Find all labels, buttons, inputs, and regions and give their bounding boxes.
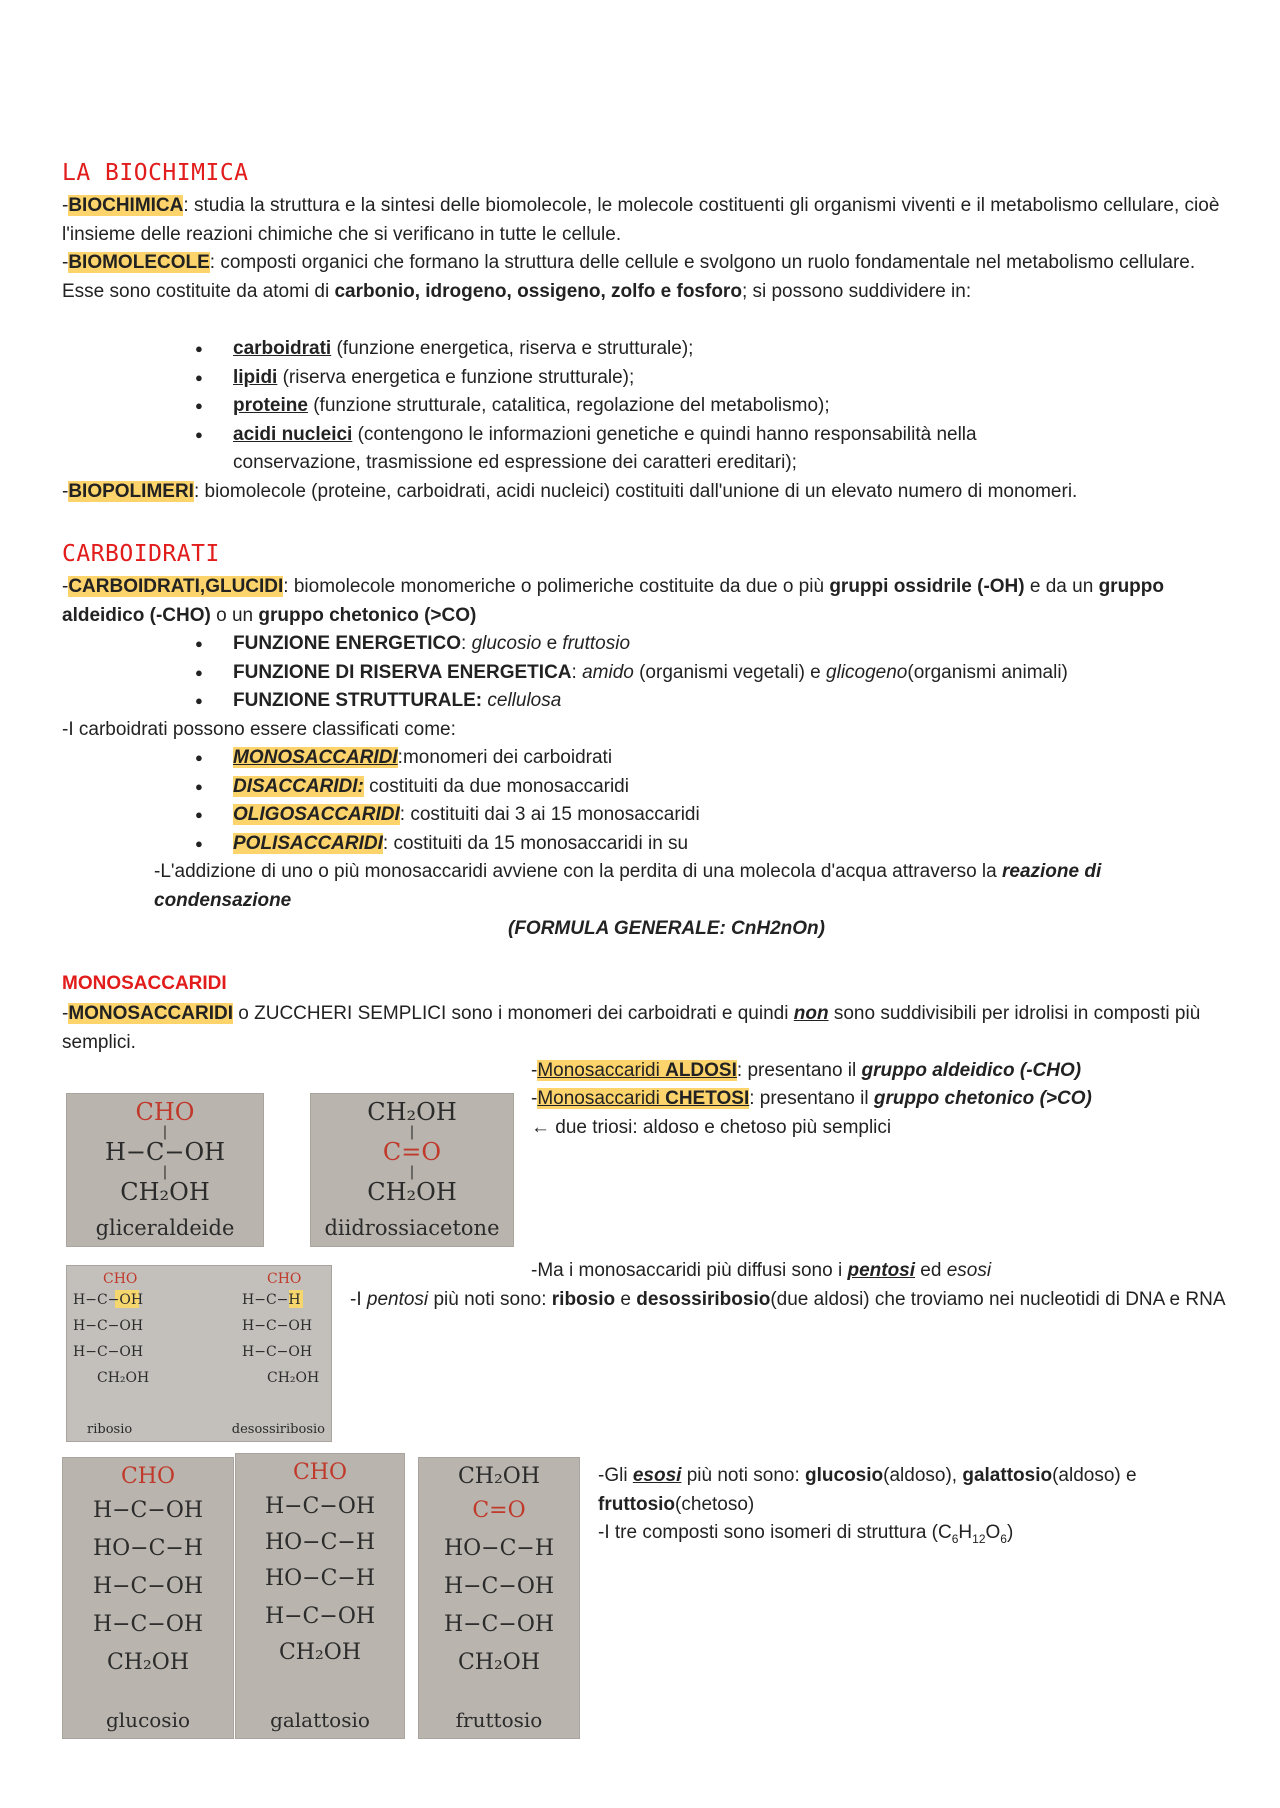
section-title-carboidrati: CARBOIDRATI [62, 541, 220, 567]
figure-diidrossiacetone [310, 1093, 514, 1247]
chetosi-line: -Monosaccaridi CHETOSI: presentano il gruppo chetonico (>CO) [531, 1088, 1092, 1109]
formula-row: HO−C−H [264, 1530, 376, 1555]
sep: : [571, 661, 583, 683]
term-biopolimeri: BIOPOLIMERI [68, 481, 194, 502]
formula-row: CH₂OH [106, 1650, 190, 1675]
functions-list [195, 630, 1195, 716]
formula-generale: (FORMULA GENERALE: CnH2nOn) [508, 918, 825, 939]
example: glicogeno [826, 661, 908, 683]
term-biochimica: BIOCHIMICA [68, 195, 184, 216]
formula-row: CH₂OH [278, 1640, 362, 1665]
example: fruttosio [562, 633, 631, 654]
item-term: lipidi [233, 366, 278, 388]
class-desc: : costituiti dai 3 ai 15 monosaccaridi [399, 804, 700, 825]
ribosio-row: H−C−OH [73, 1344, 144, 1360]
figure-caption: fruttosio [455, 1708, 543, 1732]
text-biochimica: : studia la struttura e la sintesi delle biomolecole, le molecole costituenti gli organismi viventi e il metabolismo cellulare, cioè l'insieme delle reazioni chimiche che si verificano in tutte le cellule. [62, 195, 1220, 245]
section-title-monosaccaridi: MONOSACCARIDI [62, 973, 227, 994]
formula-mid: H−C−OH [104, 1138, 226, 1166]
desossi-row: H−C−H [242, 1292, 301, 1308]
class-term: OLIGOSACCARIDI [233, 804, 400, 825]
figure-fruttosio [418, 1457, 580, 1739]
text-biomolecole-1: : composti organici che formano la struttura delle cellule e svolgono un ruolo fondamentale nel metabolismo cellulare. Esse sono costituite da atomi di [62, 252, 1196, 302]
text-bold: gruppo chetonico (>CO) [873, 1088, 1092, 1109]
term-esosi: esosi [632, 1465, 682, 1486]
subscript: 6 [951, 1531, 959, 1546]
term-carboidrati: CARBOIDRATI,GLUCIDI [68, 576, 284, 597]
pentosi-drawing [67, 1266, 331, 1441]
text: sono suddivisibili per idrolisi in composti più semplici. [62, 1003, 1201, 1053]
sep: : [461, 633, 472, 654]
text: (due aldosi) che troviamo nei nucleotidi di DNA e RNA [770, 1289, 1226, 1310]
figure-caption: glucosio [105, 1708, 191, 1732]
formula-top: CHO [135, 1098, 195, 1126]
figure-caption: gliceraldeide [95, 1216, 235, 1240]
term-esosi: esosi [946, 1260, 992, 1281]
esosi-paragraph [598, 1462, 1238, 1519]
list-item [195, 773, 1195, 802]
list-item [195, 801, 1195, 830]
item-desc: (funzione strutturale, catalitica, regolazione del metabolismo); [307, 395, 830, 416]
text-bold: gruppo chetonico (>CO) [258, 604, 477, 626]
formula-row: H−C−OH [264, 1604, 376, 1629]
text-bold-italic: reazione di condensazione [154, 861, 1102, 911]
list-item [195, 830, 1195, 859]
list-item [195, 630, 1195, 659]
text: : presentano il [736, 1060, 862, 1081]
text-bold: gruppo aldeidico (-CHO) [861, 1060, 1082, 1081]
function-label: FUNZIONE ENERGETICO [233, 633, 462, 654]
triosi-line: ← due triosi: aldoso e chetoso più semplici [531, 1117, 892, 1138]
formula-mid: C=O [382, 1138, 442, 1166]
term-galattosio: galattosio [962, 1465, 1053, 1486]
paragraph-biopolimeri: -BIOPOLIMERI: biomolecole (proteine, carboidrati, acidi nucleici) costituiti dall'unione di un elevato numero di monomeri. [62, 481, 1078, 502]
formula-top: CH₂OH [367, 1098, 457, 1126]
text: : presentano il [749, 1088, 874, 1109]
text: -I [350, 1289, 367, 1310]
aldosi-line: -Monosaccaridi ALDOSI: presentano il gruppo aldeidico (-CHO) [531, 1060, 1082, 1081]
ribosio-ch2oh: CH₂OH [97, 1370, 150, 1386]
example: cellulosa [487, 690, 562, 711]
text: : biomolecole monomeriche o polimeriche costituite da due o più [283, 576, 830, 597]
formula-row: H−C−OH [92, 1612, 204, 1637]
formula-row: CHO [292, 1460, 348, 1485]
figure-gliceraldeide [66, 1093, 264, 1247]
bond-line: | [409, 1164, 415, 1180]
function-label: FUNZIONE DI RISERVA ENERGETICA [233, 661, 572, 683]
ribosio-cho: CHO [103, 1271, 138, 1287]
formula-row: H−C−OH [443, 1574, 555, 1599]
class-desc: costituiti da due monosaccaridi [363, 775, 629, 797]
item-desc: (riserva energetica e funzione strutturale); [277, 366, 635, 388]
bond-line: | [162, 1124, 168, 1140]
text-biopolimeri: : biomolecole (proteine, carboidrati, acidi nucleici) costituiti dall'unione di un elevato numero di monomeri. [193, 481, 1078, 502]
text: (aldoso), [883, 1465, 963, 1486]
paragraph-biomolecole: -BIOMOLECOLE: composti organici che formano la struttura delle cellule e svolgono un ruolo fondamentale nel metabolismo cellulare. Esse sono costituite da atomi di carbonio, idrogeno, ossigeno, zolfo e fosforo; si possono suddividere in: [62, 252, 1196, 302]
text: -I tre composti sono isomeri di struttura (C [598, 1522, 952, 1543]
figure-caption: ribosio [87, 1422, 133, 1437]
text: e [615, 1289, 637, 1310]
formula-row: CH₂OH [457, 1650, 541, 1675]
text: più noti sono: [681, 1465, 806, 1486]
classif-intro: -I carboidrati possono essere classificati come: [62, 719, 456, 740]
desossi-ch2oh: CH₂OH [267, 1370, 320, 1386]
term-biomolecole: BIOMOLECOLE [68, 252, 210, 273]
paragraph-monosaccaridi: -MONOSACCARIDI o ZUCCHERI SEMPLICI sono i monomeri dei carboidrati e quindi non sono suddivisibili per idrolisi in composti più semplici. [62, 1003, 1201, 1053]
text: più noti sono: [428, 1289, 552, 1310]
text: ) [1006, 1522, 1014, 1543]
text: e da un [1024, 576, 1099, 597]
text: Monosaccaridi [537, 1060, 666, 1081]
text: -L'addizione di uno o più monosaccaridi avviene con la perdita di una molecola d'acqua attraverso la [154, 861, 1002, 882]
ribosio-row: H−C−OH [73, 1318, 144, 1334]
desossi-row: H−C−OH [242, 1318, 313, 1334]
example: amido [582, 661, 634, 683]
term-aldosi: ALDOSI [665, 1060, 737, 1081]
biomolecole-list [195, 335, 1195, 478]
text: (chetoso) [675, 1493, 755, 1515]
formula-row: H−C−OH [264, 1494, 376, 1519]
list-item [195, 421, 1103, 478]
bond-line: | [409, 1124, 415, 1140]
list-item [195, 744, 1195, 773]
formula-bot: CH₂OH [120, 1178, 210, 1206]
term-fruttosio: fruttosio [598, 1493, 676, 1515]
example: glucosio [471, 633, 542, 654]
mid: (organismi vegetali) e [633, 661, 827, 683]
figure-pentosi [66, 1265, 332, 1442]
term-pentosi: pentosi [847, 1260, 916, 1281]
pentosi-paragraph [350, 1286, 1230, 1315]
desossi-cho: CHO [267, 1271, 302, 1287]
figure-caption: diidrossiacetone [324, 1216, 500, 1240]
class-desc: :monomeri dei carboidrati [397, 747, 613, 768]
item-term: acidi nucleici [233, 423, 353, 445]
subscript: 6 [1000, 1531, 1007, 1546]
isomeri-line [598, 1519, 1013, 1553]
paragraph-carboidrati: -CARBOIDRATI,GLUCIDI: biomolecole monomeriche o polimeriche costituite da due o più gruppi ossidrile (-OH) e da un gruppo aldeidico (-CHO) o un gruppo chetonico (>CO) [62, 576, 1164, 626]
ribosio-row: H−C−OH [73, 1292, 144, 1308]
figure-galattosio [235, 1453, 405, 1739]
list-item [195, 364, 1195, 393]
paragraph-biochimica: -BIOCHIMICA: studia la struttura e la sintesi delle biomolecole, le molecole costituenti gli organismi viventi e il metabolismo cellulare, cioè l'insieme delle reazioni chimiche che si verificano in tutte le cellule. [62, 195, 1220, 245]
section-title-biochimica: LA BIOCHIMICA [62, 160, 249, 186]
formula-row: CH₂OH [457, 1464, 541, 1489]
term-monosaccaridi: MONOSACCARIDI [68, 1003, 233, 1024]
text: o ZUCCHERI SEMPLICI sono i monomeri dei carboidrati e quindi [233, 1003, 794, 1024]
mid: e [541, 633, 563, 654]
formula-row: HO−C−H [443, 1536, 555, 1561]
text: -Gli [598, 1465, 633, 1486]
list-item [195, 687, 1195, 716]
text: O [985, 1522, 1001, 1543]
formula-row: H−C−OH [443, 1612, 555, 1637]
diffusi-line [531, 1257, 991, 1286]
text: (aldoso) e [1052, 1465, 1137, 1486]
text-non: non [793, 1003, 829, 1024]
item-desc: (contengono le informazioni genetiche e quindi hanno responsabilità nella conservazione, trasmissione ed espressione dei caratteri ereditari); [233, 423, 977, 473]
formula-bot: CH₂OH [367, 1178, 457, 1206]
class-term: POLISACCARIDI [233, 832, 383, 854]
text: Monosaccaridi [537, 1088, 666, 1109]
text: ed [915, 1260, 947, 1281]
term-ribosio: ribosio [551, 1289, 616, 1310]
paragraph-addizione [154, 858, 1214, 915]
classes-list [195, 744, 1195, 858]
figure-caption: desossiribosio [231, 1422, 325, 1437]
figure-glucosio [62, 1457, 234, 1739]
text-bold: gruppo aldeidico (-CHO) [62, 576, 1164, 626]
class-term: MONOSACCARIDI [233, 747, 398, 768]
term-chetosi: CHETOSI [665, 1088, 750, 1109]
class-term: DISACCARIDI: [233, 775, 364, 797]
formula-row: H−C−OH [92, 1498, 204, 1523]
formula-row: C=O [472, 1498, 526, 1523]
list-item [195, 392, 1195, 421]
item-term: proteine [233, 395, 308, 416]
item-desc: (funzione energetica, riserva e strutturale); [331, 338, 694, 359]
subscript: 12 [972, 1531, 986, 1546]
list-item [195, 335, 1195, 364]
term-glucosio: glucosio [805, 1465, 884, 1486]
formula-row: CHO [120, 1464, 176, 1489]
text: -Ma i monosaccaridi più diffusi sono i [531, 1260, 848, 1281]
term-pentosi: pentosi [366, 1289, 429, 1310]
bond-line: | [162, 1164, 168, 1180]
formula-row: HO−C−H [92, 1536, 204, 1561]
text-bold: gruppi ossidrile (-OH) [829, 576, 1025, 597]
end: (organismi animali) [907, 661, 1068, 683]
text: H [958, 1522, 973, 1543]
formula-row: HO−C−H [264, 1566, 376, 1591]
function-label: FUNZIONE STRUTTURALE: [233, 690, 483, 711]
item-term: carboidrati [233, 338, 332, 359]
term-desossiribosio: desossiribosio [636, 1289, 771, 1310]
list-item [195, 659, 1195, 688]
figure-caption: galattosio [270, 1708, 370, 1732]
desossi-row: H−C−OH [242, 1344, 313, 1360]
text-biomolecole-bold: carbonio, idrogeno, ossigeno, zolfo e fosforo [334, 280, 742, 302]
class-desc: : costituiti da 15 monosaccaridi in su [382, 832, 689, 854]
text-biomolecole-2: ; si possono suddividere in: [741, 280, 972, 302]
formula-row: H−C−OH [92, 1574, 204, 1599]
text: o un [210, 604, 259, 626]
